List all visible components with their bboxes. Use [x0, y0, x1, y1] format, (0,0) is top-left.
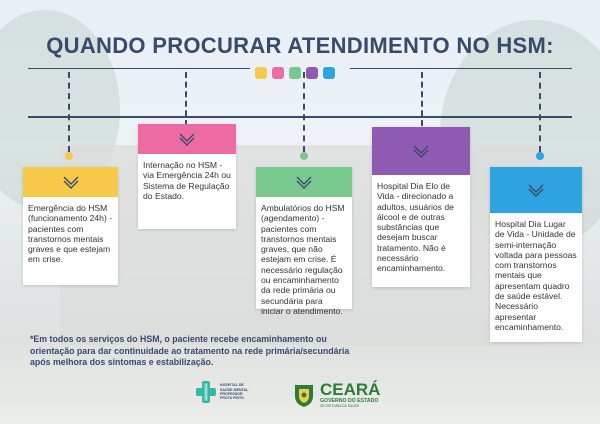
footnote: *Em todos os serviços do HSM, o paciente recebe encaminhamento ou orientação para dar continuidade ao tratamento na rede primária/secundária após melhora dos sintomas e estabilização.: [30, 334, 350, 367]
card-emergencia: [23, 167, 118, 285]
card-header-yellow: [23, 167, 118, 197]
card-lugar-de-vida: [490, 167, 582, 342]
connector-1: [68, 72, 70, 152]
color-swatches: [255, 67, 335, 79]
chevron-down-icon: [176, 129, 198, 149]
connector-5: [539, 72, 541, 152]
card-text: Ambulatórios do HSM (agendamento) - pacientes com transtornos mentais graves, que não estejam em crise. É necessário regulação ou encaminhamento da rede primária ou secundária para iniciar o atendimento.: [261, 203, 345, 316]
card-ambulatorios: [256, 167, 352, 316]
connector-dot-1: [65, 152, 73, 160]
ceara-government-logo: [293, 381, 380, 408]
card-header-green: [256, 167, 352, 197]
card-header-blue: [490, 167, 582, 213]
connector-dot-3: [300, 152, 308, 160]
swatch-green: [289, 67, 301, 79]
swatch-purple: [306, 67, 318, 79]
state-coat-of-arms-icon: [293, 382, 315, 408]
ceara-subtitle: GOVERNO DO ESTADO: [320, 398, 379, 404]
swatch-pink: [272, 67, 284, 79]
chevron-down-icon: [293, 172, 315, 192]
hsm-logo: [196, 381, 264, 403]
card-header-purple: [372, 127, 470, 175]
chevron-down-icon: [410, 141, 432, 161]
connector-3: [303, 72, 305, 152]
title-divider-left: [28, 68, 250, 69]
hsm-cross-icon: [196, 381, 216, 403]
timeline-line: [28, 116, 572, 118]
title-divider-right: [350, 68, 572, 69]
card-header-pink: [138, 124, 236, 154]
connector-2: [185, 72, 187, 126]
connector-4: [421, 72, 423, 126]
card-text: Emergência do HSM (funcionamento 24h) - pacientes com transtornos mentais graves e que estejam em crise.: [28, 203, 113, 265]
card-text: Hospital Dia Elo de Vida - direcionado a adultos, usuários de álcool e de outras substâncias que desejam buscar tratamento. Não é necessário encaminhamento.: [377, 181, 454, 274]
ceara-wordmark: CEARÁ: [320, 380, 381, 399]
chevron-down-icon: [525, 180, 547, 200]
card-text: Hospital Dia Lugar de Vida - Unidade de semi-internação voltada para pessoas com transtornos mentais que apresentam quadro de saúde estável. Necessário apresentar encaminhamento.: [495, 219, 577, 332]
swatch-yellow: [255, 67, 267, 79]
ceara-secretaria: SECRETARIA DA SAÚDE: [320, 404, 360, 408]
card-elo-de-vida: [372, 127, 470, 287]
card-internacao: [138, 124, 236, 229]
card-text: Internação no HSM - via Emergência 24h ou Sistema de Regulação do Estado.: [143, 160, 231, 201]
hsm-logo-text: HOSPITAL DE SAÚDE MENTAL PROFESSOR FROTA PINTO: [220, 383, 249, 401]
page-title: QUANDO PROCURAR ATENDIMENTO NO HSM:: [46, 33, 554, 58]
chevron-down-icon: [60, 172, 82, 192]
swatch-blue: [323, 67, 335, 79]
connector-dot-5: [536, 152, 544, 160]
